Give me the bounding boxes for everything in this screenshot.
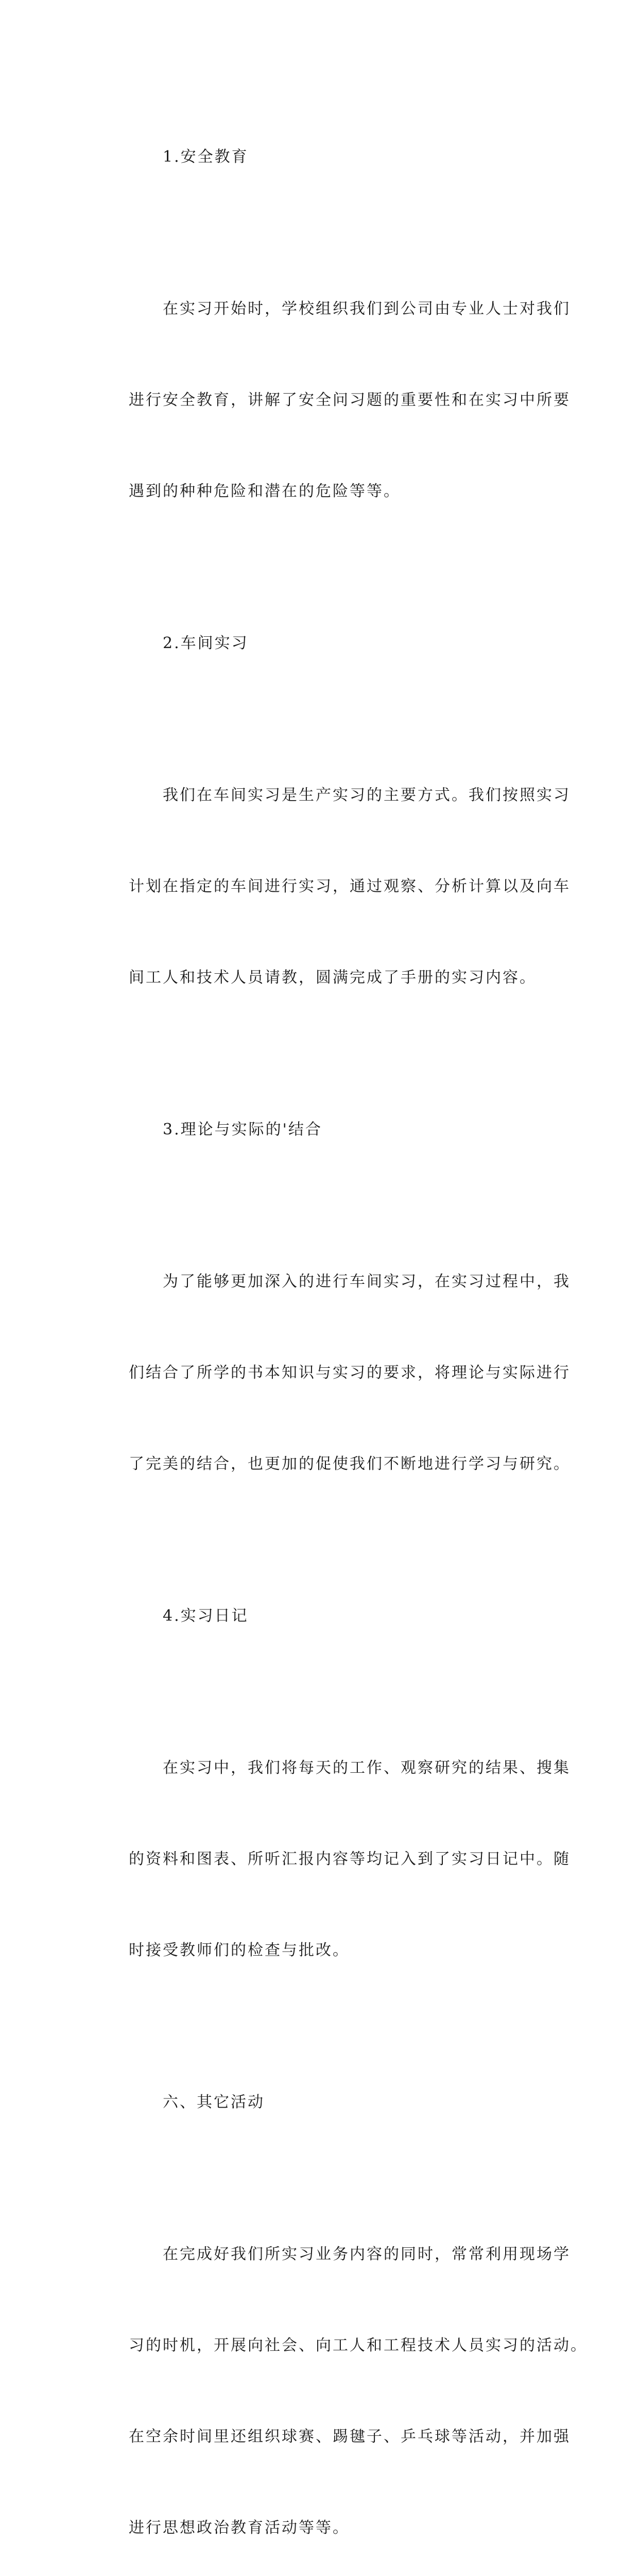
section-heading-theory <box>98 1054 551 1206</box>
paragraph-diary <box>98 1692 571 2026</box>
paragraph-line: 的资料和图表、所听汇报内容等均记入到了实习日记中。随 <box>129 1850 571 1868</box>
section-heading-safety <box>98 81 551 233</box>
paragraph-line: 进行安全教育，讲解了安全问习题的重要性和在实习中所要 <box>129 391 571 409</box>
heading-line: 3.理论与实际的'结合 <box>163 1121 322 1139</box>
section-heading-diary <box>98 1540 551 1692</box>
paragraph-line: 们结合了所学的书本知识与实习的要求，将理论与实际进行 <box>129 1364 571 1382</box>
paragraph-line: 遇到的种种危险和潜在的危险等等。 <box>129 482 401 500</box>
section-heading-workshop <box>98 567 551 719</box>
heading-line: 2.车间实习 <box>163 634 249 652</box>
heading-line: 1.安全教育 <box>163 148 249 166</box>
paragraph-line: 在完成好我们所实习业务内容的同时，常常利用现场学 <box>163 2245 571 2263</box>
paragraph-line: 为了能够更加深入的进行车间实习，在实习过程中，我 <box>163 1273 571 1291</box>
paragraph-line: 在实习中，我们将每天的工作、观察研究的结果、搜集 <box>163 1759 571 1777</box>
heading-line: 六、其它活动 <box>163 2093 265 2111</box>
paragraph-line: 习的时机，开展向社会、向工人和工程技术人员实习的活动。 <box>129 2336 588 2354</box>
paragraph-line: 计划在指定的车间进行实习，通过观察、分析计算以及向车 <box>129 877 571 895</box>
paragraph-line: 时接受教师们的检查与批改。 <box>129 1941 350 1959</box>
paragraph-line: 在实习开始时，学校组织我们到公司由专业人士对我们 <box>163 300 571 318</box>
paragraph-line: 进行思想政治教育活动等等。 <box>129 2519 350 2537</box>
paragraph-safety <box>98 233 571 567</box>
heading-line: 4.实习日记 <box>163 1607 249 1625</box>
paragraph-workshop <box>98 719 571 1054</box>
paragraph-theory <box>98 1206 571 1540</box>
section-heading-other-activities <box>98 2026 551 2178</box>
document-body <box>98 81 588 2576</box>
paragraph-line: 间工人和技术人员请教，圆满完成了手册的实习内容。 <box>129 969 537 987</box>
paragraph-line: 我们在车间实习是生产实习的主要方式。我们按照实习 <box>163 786 571 804</box>
paragraph-line: 在空余时间里还组织球赛、踢毽子、乒乓球等活动，并加强 <box>129 2428 571 2446</box>
paragraph-other-activities <box>98 2178 588 2576</box>
paragraph-line: 了完美的结合，也更加的促使我们不断地进行学习与研究。 <box>129 1455 571 1473</box>
